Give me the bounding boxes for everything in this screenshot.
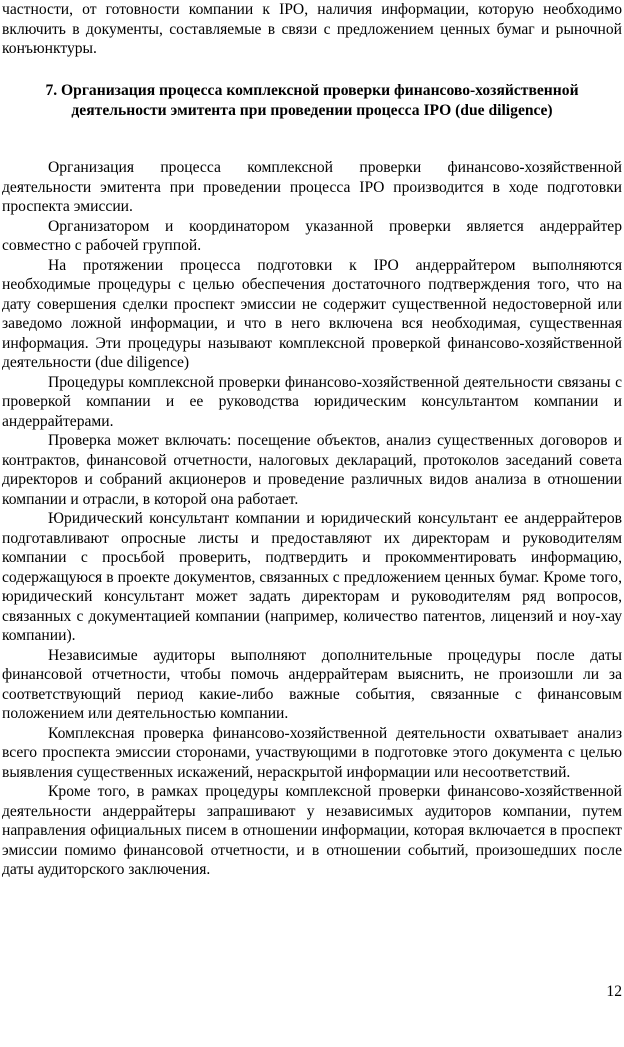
- paragraph: Независимые аудиторы выполняют дополнительные процедуры после даты финансовой отчетности, чтобы помочь андеррайтерам выяснить, не произошли ли за соответствующий период какие-либо важные события, связанные с финансовым положением или деятельностью компании.: [2, 646, 622, 722]
- page-number: 12: [606, 983, 622, 1000]
- paragraph: Организатором и координатором указанной проверки является андеррайтер совместно с рабочей группой.: [2, 217, 622, 254]
- body-text: [2, 158, 622, 880]
- intro-fragment-block: [2, 0, 622, 59]
- paragraph: Кроме того, в рамках процедуры комплексной проверки финансово-хозяйственной деятельности андеррайтеры запрашивают у независимых аудиторов компании, путем направления официальных писем в отношении информации, которая включается в проспект эмиссии помимо финансовой отчетности, и в отношении событий, произошедших после даты аудиторского заключения.: [2, 783, 622, 878]
- paragraph: Юридический консультант компании и юридический консультант ее андеррайтеров подготавливают опросные листы и предоставляют их директорам и руководителям компании с просьбой проверить, подтвердить и прокомментировать информацию, содержащуюся в проекте документов, связанных с предложением ценных бумаг. Кроме того, юридический консультант может задать директорам и руководителям ряд вопросов, связанных с документацией компании (например, количество патентов, лицензий и ноу-хау компании).: [2, 510, 622, 644]
- paragraph: Проверка может включать: посещение объектов, анализ существенных договоров и контрактов, финансовой отчетности, налоговых деклараций, протоколов заседаний совета директоров и собраний акционеров и проведение различных видов анализа в отношении компании и отрасли, в которой она работает.: [2, 432, 622, 508]
- paragraph: Процедуры комплексной проверки финансово-хозяйственной деятельности связаны с проверкой компании и ее руководства юридическим консультантом компании и андеррайтерами.: [2, 373, 622, 430]
- intro-fragment: частности, от готовности компании к IPO, наличия информации, которую необходимо включить в документы, составляемые в связи с предложением ценных бумаг и рыночной конъюнктуры.: [2, 1, 622, 57]
- paragraph: Комплексная проверка финансово-хозяйственной деятельности охватывает анализ всего проспекта эмиссии сторонами, участвующими в подготовке этого документа с целью выявления существенных искажений, нераскрытой информации или несоответствий.: [2, 724, 622, 781]
- paragraph: Организация процесса комплексной проверки финансово-хозяйственной деятельности эмитента при проведении процесса IPO производится в ходе подготовки проспекта эмиссии.: [2, 159, 622, 215]
- section-heading: 7. Организация процесса комплексной проверки финансово-хозяйственной деятельности эмитента при проведении процесса IPO (due diligence): [45, 82, 579, 119]
- paragraph: На протяжении процесса подготовки к IPO андеррайтером выполняются необходимые процедуры с целью обеспечения достаточного подтверждения того, что на дату совершения сделки проспект эмиссии не содержит существенной недостоверной или заведомо ложной информации, и что в него включена вся необходимая, существенная информация. Эти процедуры называют комплексной проверкой финансово-хозяйственной деятельности (due diligence): [2, 256, 622, 371]
